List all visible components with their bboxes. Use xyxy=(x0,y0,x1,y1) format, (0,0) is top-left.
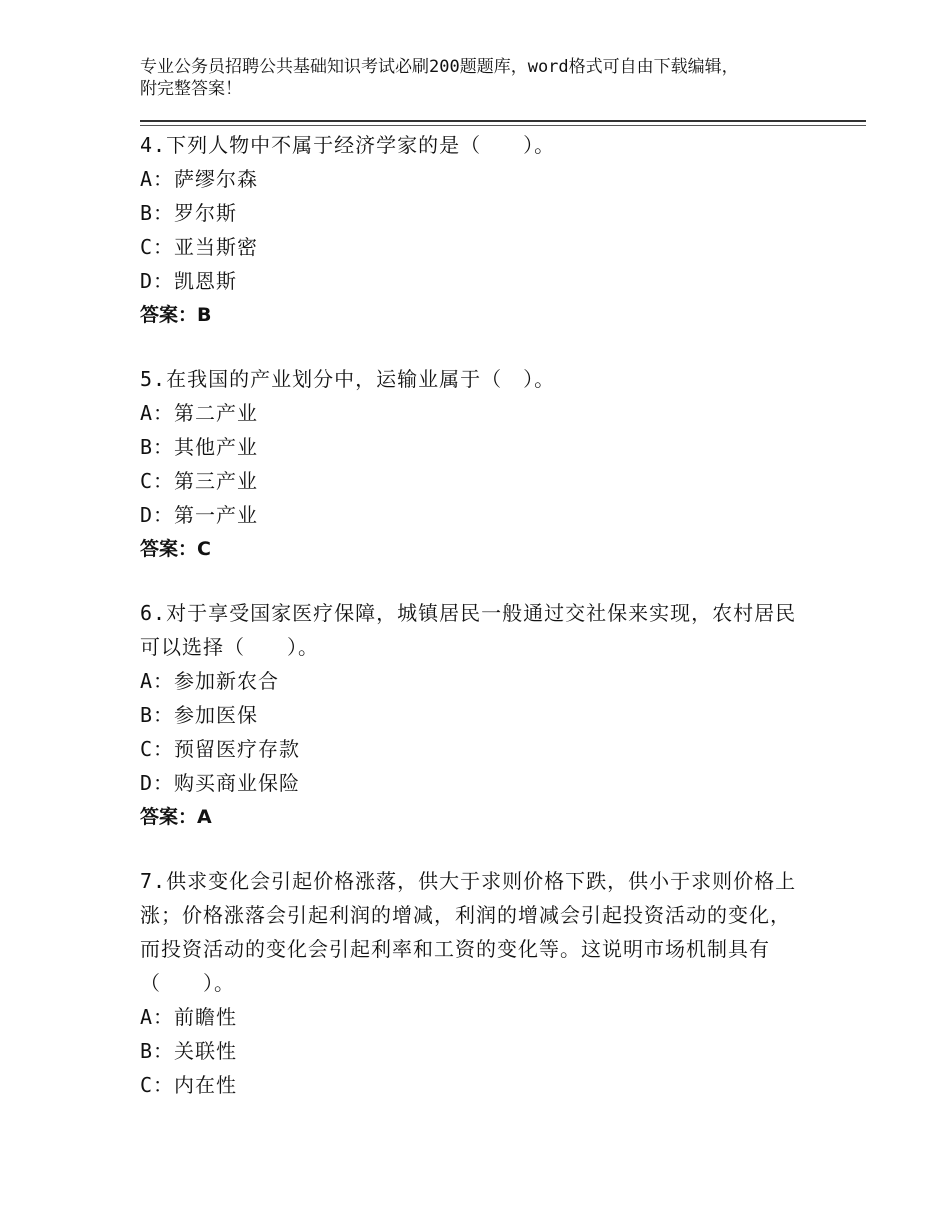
option-c: C：预留医疗存款 xyxy=(140,737,301,761)
option-c: C：内在性 xyxy=(140,1073,238,1097)
option-a: A：第二产业 xyxy=(140,401,259,425)
option-c: C：亚当斯密 xyxy=(140,235,259,259)
answer-line: 答案：A xyxy=(140,806,212,828)
document-header xyxy=(140,56,830,100)
option-d: D：凯恩斯 xyxy=(140,269,238,293)
question-stem: 6.对于享受国家医疗保障，城镇居民一般通过交社保来实现，农村居民可以选择（ ）。 xyxy=(140,601,797,659)
option-d: D：第一产业 xyxy=(140,503,259,527)
header-line-2: 附完整答案！ xyxy=(140,79,242,99)
option-a: A：萨缪尔森 xyxy=(140,167,259,191)
option-a: A：参加新农合 xyxy=(140,669,280,693)
option-c: C：第三产业 xyxy=(140,469,259,493)
option-b: B：关联性 xyxy=(140,1039,238,1063)
answer-line: 答案：C xyxy=(140,538,211,560)
question-4 xyxy=(140,126,800,332)
question-5 xyxy=(140,360,800,566)
question-6 xyxy=(140,594,800,834)
option-a: A：前瞻性 xyxy=(140,1005,238,1029)
question-stem: 7.供求变化会引起价格涨落，供大于求则价格下跌，供小于求则价格上涨；价格涨落会引起利润的增减，利润的增减会引起投资活动的变化，而投资活动的变化会引起利率和工资的变化等。这说明市场机制具有（ ）。 xyxy=(140,869,797,995)
question-7 xyxy=(140,862,800,1102)
answer-line: 答案：B xyxy=(140,304,212,326)
question-stem: 4.下列人物中不属于经济学家的是（ ）。 xyxy=(140,133,556,157)
option-b: B：罗尔斯 xyxy=(140,201,238,225)
question-list xyxy=(140,126,800,1130)
header-divider-thick xyxy=(140,120,866,122)
option-d: D：购买商业保险 xyxy=(140,771,301,795)
header-line-1: 专业公务员招聘公共基础知识考试必刷200题题库，word格式可自由下载编辑， xyxy=(140,57,739,77)
option-b: B：其他产业 xyxy=(140,435,259,459)
option-b: B：参加医保 xyxy=(140,703,259,727)
question-stem: 5.在我国的产业划分中，运输业属于（ ）。 xyxy=(140,367,556,391)
